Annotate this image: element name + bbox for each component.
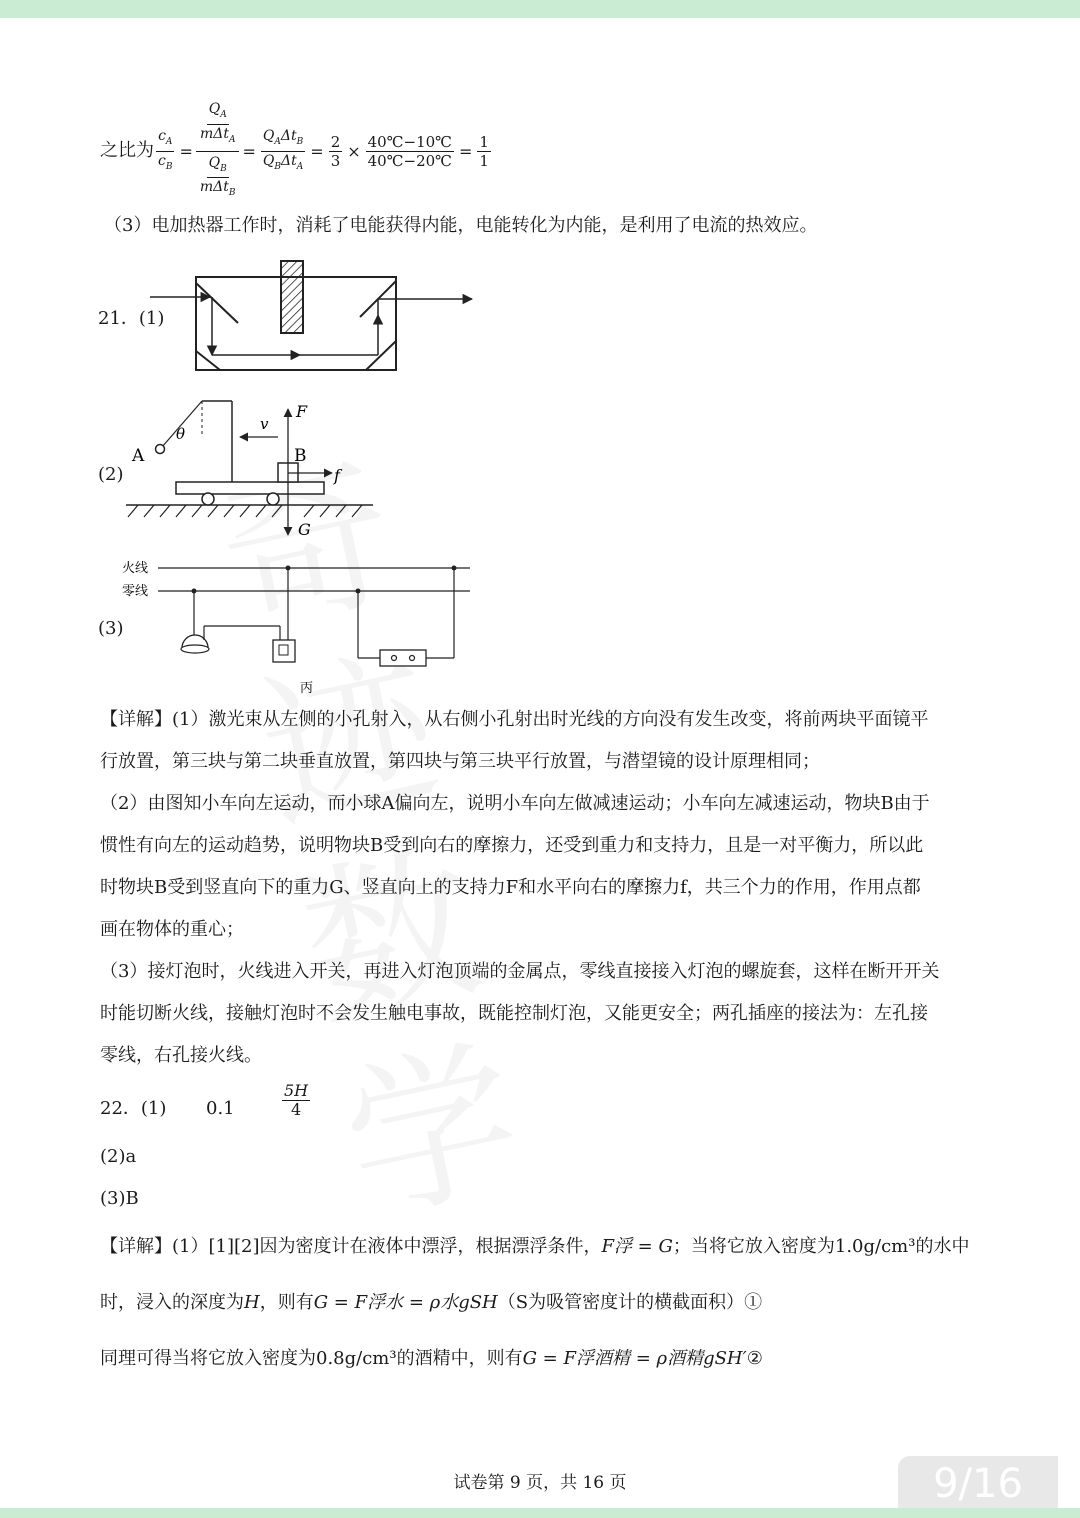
svg-text:f: f — [334, 466, 340, 485]
two-thirds: $\frac{2}{3}$ — [330, 132, 341, 170]
q-dt-fraction: $\frac{Q_A\Delta t_B}{Q_B\Delta t_A}$ — [262, 127, 304, 172]
ball-A — [156, 445, 165, 454]
part3-heat-effect: （3）电加热器工作时，消耗了电能获得内能，电能转化为内能，是利用了电流的热效应。 — [104, 215, 818, 236]
q21-part3-label: (3) — [98, 618, 124, 639]
svg-text:丙: 丙 — [300, 681, 314, 696]
temperature-fraction: $\frac{40℃-10℃}{40℃-20℃}$ — [367, 132, 452, 170]
svg-text:F: F — [296, 402, 308, 421]
two-hole-socket — [380, 650, 426, 666]
detail21-line: 【详解】(1）激光束从左侧的小孔射入，从右侧小孔射出时光线的方向没有发生改变，将前两块平面镜平 — [100, 709, 929, 730]
household-circuit-diagram — [118, 556, 478, 696]
detail21-line: 时能切断火线，接触灯泡时不会发生触电事故，既能控制灯泡，又能更安全；两孔插座的接法为：左孔接 — [100, 1003, 928, 1024]
detail22-line-1: 【详解】(1）[1][2]因为密度计在液体中漂浮，根据漂浮条件，F浮 = G；当将它放入密度为1.0g/cm³的水中 — [100, 1236, 970, 1257]
formula-prefix: 之比为 — [100, 140, 154, 162]
mirror-2 — [196, 351, 220, 370]
detail21-line: 时物块B受到竖直向下的重力G、竖直向上的支持力F和水平向右的摩擦力f，共三个力的作用，作用点都 — [100, 877, 921, 898]
q22-answer-a: (2)a — [100, 1146, 137, 1167]
cart-wheel-left — [202, 493, 214, 505]
page-footer: 试卷第 9 页，共 16 页 — [453, 1473, 627, 1493]
q21-label: 21．(1) — [98, 308, 165, 329]
q22-answer-2: $\frac{5H}{4}$ — [284, 1081, 309, 1119]
detail21-line: 行放置，第三块与第二块垂直放置，第四块与第三块平行放置，与潜望镜的设计原理相同； — [100, 751, 820, 772]
q22-label: 22．(1) — [100, 1098, 167, 1119]
detail21-line: 画在物体的重心； — [100, 919, 244, 940]
result-fraction: $\frac{1}{1}$ — [479, 132, 489, 170]
periscope-diagram — [150, 255, 490, 380]
page-number-badge: 9/16 — [898, 1456, 1058, 1512]
q22-answer-b: (3)B — [100, 1188, 139, 1209]
svg-text:B: B — [294, 446, 307, 466]
cart-force-diagram — [118, 395, 388, 545]
mirror-1 — [196, 283, 238, 323]
svg-text:A: A — [132, 446, 145, 466]
ratio-formula: 之比为 $\frac{c_A}{c_B}$ = $\frac{Q_A}{m\Delta t_A}$ $\frac{Q_B}{m\Delta t_B}$ = $\frac{Q_A\Delta t_B}{Q_B\Delta t_A}$ = $\frac{2}{3}$ × $\frac{40℃-10℃}{40℃-20℃}$ = $\frac{1}{1}$ — [100, 100, 493, 202]
svg-text:θ: θ — [176, 425, 186, 443]
svg-text:v: v — [260, 415, 269, 433]
switch — [273, 640, 295, 662]
detail-21 — [100, 707, 990, 1085]
cart-wheel-right — [267, 493, 279, 505]
hatched-block — [281, 261, 303, 333]
bottom-green-bar — [0, 1508, 1080, 1518]
svg-text:零线: 零线 — [122, 584, 149, 599]
q21-part2-label: (2) — [98, 464, 124, 485]
c-ratio: $\frac{c_A}{c_B}$ — [158, 127, 173, 172]
compound-fraction: $\frac{Q_A}{m\Delta t_A}$ $\frac{Q_B}{m\Delta t_B}$ — [196, 100, 240, 202]
detail22-line-3: 同理可得当将它放入密度为0.8g/cm³的酒精中，则有G = F浮酒精 = ρ酒精gSH′② — [100, 1348, 763, 1369]
cart-body — [176, 482, 324, 494]
detail21-line: （3）接灯泡时，火线进入开关，再进入灯泡顶端的金属点，零线直接接入灯泡的螺旋套，这样在断开开关 — [100, 961, 940, 982]
detail22-line-2: 时，浸入的深度为H，则有G = F浮水 = ρ水gSH（S为吸管密度计的横截面积）① — [100, 1292, 763, 1313]
svg-text:火线: 火线 — [122, 561, 149, 576]
detail21-line: （2）由图知小车向左运动，而小球A偏向左，说明小车向左做减速运动；小车向左减速运动，物块B由于 — [100, 793, 930, 814]
detail21-line: 零线，右孔接火线。 — [100, 1045, 262, 1066]
q22-answer-1: 0.1 — [206, 1098, 235, 1119]
detail21-line: 惯性有向左的运动趋势，说明物块B受到向右的摩擦力，还受到重力和支持力，且是一对平衡力，所以此 — [100, 835, 924, 856]
svg-text:G: G — [298, 520, 311, 539]
